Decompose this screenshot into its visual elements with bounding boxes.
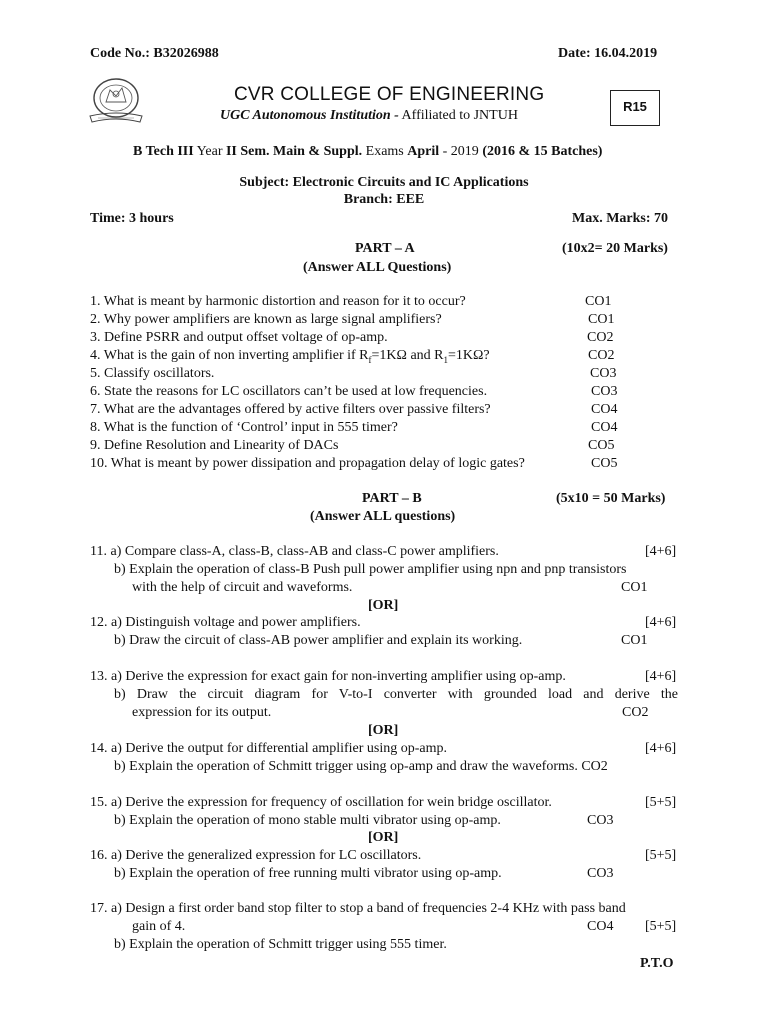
question-12b: b) Draw the circuit of class-AB power amplifier and explain its working. [114, 633, 523, 648]
pto-label: P.T.O [640, 956, 674, 971]
question-13b-cont: expression for its output. [132, 705, 272, 720]
question-text: =1KΩ? [448, 348, 490, 363]
question-14b: b) Explain the operation of Schmitt trigger using op-amp and draw the waveforms. CO2 [114, 759, 608, 774]
subscript: 1 [443, 354, 448, 365]
question-17a-cont: gain of 4. [132, 919, 186, 934]
question-text: =1KΩ and R [371, 348, 444, 363]
co-label: CO3 [587, 813, 614, 828]
co-label: CO1 [585, 294, 612, 309]
or-divider: [OR] [368, 723, 399, 738]
time-line: Time: 3 hours [90, 211, 174, 226]
question-7: 7. What are the advantages offered by active filters over passive filters? [90, 402, 491, 417]
question-11b-cont: with the help of circuit and waveforms. [132, 580, 353, 595]
co-label: CO4 [587, 919, 614, 934]
question-11a: 11. a) Compare class-A, class-B, class-AB and class-C power amplifiers. [90, 544, 499, 559]
marks-label: [5+5] [645, 795, 677, 810]
marks-label: [5+5] [645, 919, 677, 934]
co-label: CO1 [588, 312, 615, 327]
marks-label: [4+6] [645, 615, 677, 630]
co-label: CO4 [591, 402, 618, 417]
part-b-title: PART – B [362, 491, 422, 506]
exam-line [133, 144, 602, 160]
exam-year: B Tech III [133, 144, 194, 159]
affiliated-label: Affiliated to JNTUH [398, 108, 518, 123]
question-4 [90, 348, 490, 365]
question-3: 3. Define PSRR and output offset voltage of op-amp. [90, 330, 388, 345]
or-divider: [OR] [368, 830, 399, 845]
question-text: 4. What is the gain of non inverting amplifier if R [90, 348, 369, 363]
part-a-title: PART – A [355, 241, 415, 256]
question-5: 5. Classify oscillators. [90, 366, 215, 381]
code-number: Code No.: B32026988 [90, 46, 219, 61]
part-a-marks: (10x2= 20 Marks) [562, 241, 668, 256]
exam-date: Date: 16.04.2019 [558, 46, 658, 61]
question-13a: 13. a) Derive the expression for exact gain for non-inverting amplifier using op-amp. [90, 669, 566, 684]
co-label: CO2 [622, 705, 649, 720]
co-label: CO3 [591, 384, 618, 399]
exam-month: April [407, 144, 440, 159]
or-divider: [OR] [368, 598, 399, 613]
subject-line: Subject: Electronic Circuits and IC Applications [239, 175, 529, 190]
question-2: 2. Why power amplifiers are known as large signal amplifiers? [90, 312, 442, 327]
question-10: 10. What is meant by power dissipation and propagation delay of logic gates? [90, 456, 525, 471]
marks-label: [4+6] [645, 544, 677, 559]
subscript: f [368, 354, 372, 365]
regulation-badge: R15 [610, 90, 660, 126]
question-17a: 17. a) Design a first order band stop filter to stop a band of frequencies 2-4 KHz with pass band [90, 901, 626, 916]
co-label: CO1 [621, 633, 648, 648]
marks-label: [4+6] [645, 669, 677, 684]
question-16a: 16. a) Derive the generalized expression for LC oscillators. [90, 848, 422, 863]
question-6: 6. State the reasons for LC oscillators can’t be used at low frequencies. [90, 384, 488, 399]
question-13b: b) Draw the circuit diagram for V-to-I converter with grounded load and derive the [114, 687, 678, 702]
co-label: CO4 [591, 420, 618, 435]
autonomous-label: UGC Autonomous Institution - [220, 108, 399, 123]
question-9: 9. Define Resolution and Linearity of DACs [90, 438, 339, 453]
question-15a: 15. a) Derive the expression for frequency of oscillation for wein bridge oscillator. [90, 795, 552, 810]
exam-sem: II Sem. Main & Suppl. [225, 144, 363, 159]
co-label: CO5 [588, 438, 615, 453]
part-b-instruction: (Answer ALL questions) [310, 509, 456, 524]
co-label: CO3 [587, 866, 614, 881]
exam-batches: (2016 & 15 Batches) [482, 144, 603, 159]
question-12a: 12. a) Distinguish voltage and power amplifiers. [90, 615, 361, 630]
marks-label: [5+5] [645, 848, 677, 863]
part-b-marks: (5x10 = 50 Marks) [556, 491, 666, 506]
co-label: CO3 [590, 366, 617, 381]
college-name: CVR COLLEGE OF ENGINEERING [234, 84, 545, 105]
question-15b: b) Explain the operation of mono stable multi vibrator using op-amp. [114, 813, 501, 828]
marks-label: [4+6] [645, 741, 677, 756]
exam-text: Exams [362, 144, 408, 159]
question-11b: b) Explain the operation of class-B Push pull power amplifier using npn and pnp transistors [114, 562, 627, 577]
max-marks: Max. Marks: 70 [572, 211, 669, 226]
question-17b: b) Explain the operation of Schmitt trigger using 555 timer. [114, 937, 447, 952]
question-8: 8. What is the function of ‘Control’ input in 555 timer? [90, 420, 398, 435]
exam-text: Year [193, 144, 226, 159]
part-a-instruction: (Answer ALL Questions) [303, 260, 452, 275]
co-label: CO5 [591, 456, 618, 471]
co-label: CO1 [621, 580, 648, 595]
branch-line: Branch: EEE [343, 192, 425, 207]
college-logo [84, 76, 148, 126]
co-label: CO2 [588, 348, 615, 363]
question-14a: 14. a) Derive the output for differential amplifier using op-amp. [90, 741, 448, 756]
exam-text: - 2019 [439, 144, 483, 159]
affiliation-line [220, 108, 518, 124]
co-label: CO2 [587, 330, 614, 345]
question-16b: b) Explain the operation of free running multi vibrator using op-amp. [114, 866, 502, 881]
question-1: 1. What is meant by harmonic distortion and reason for it to occur? [90, 294, 466, 309]
